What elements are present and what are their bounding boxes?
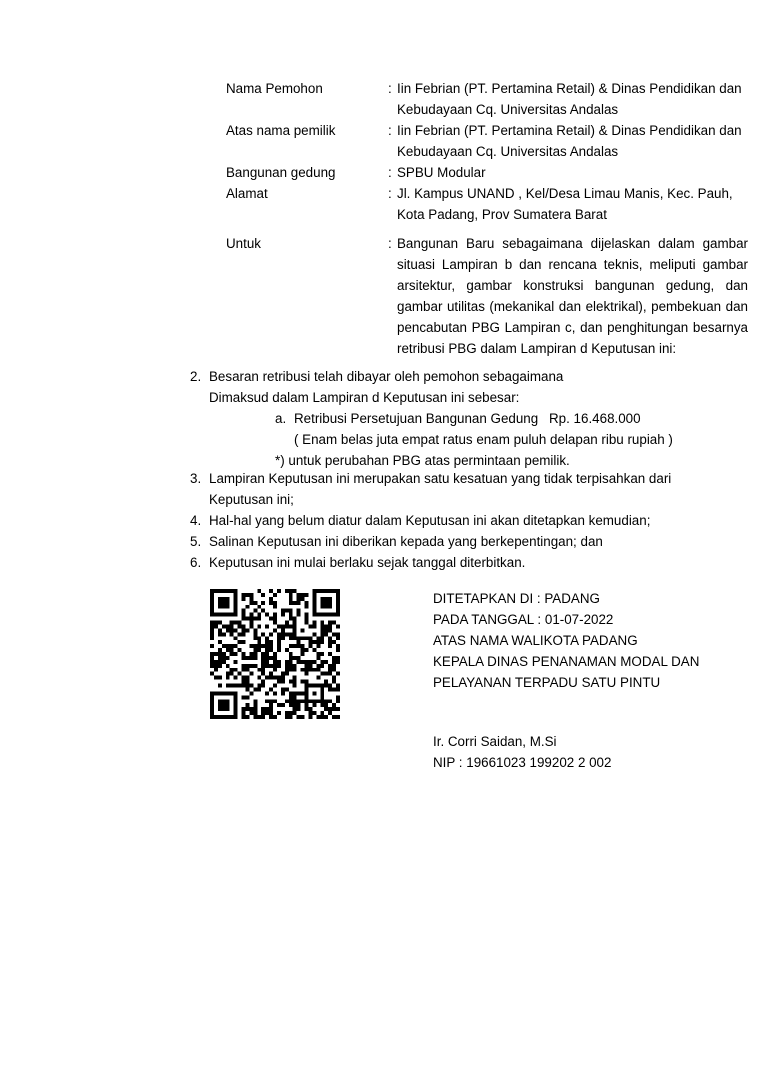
clause-4-line-1: Hal-hal yang belum diatur dalam Keputusan ini akan ditetapkan kemudian; — [209, 513, 651, 528]
list-marker: 6. — [190, 555, 202, 570]
table-row — [226, 183, 748, 225]
list-marker: 2. — [190, 369, 202, 384]
spacer-cell — [388, 225, 397, 233]
clause-5 — [190, 531, 750, 552]
field-label-alamat: Alamat — [226, 186, 268, 201]
list-marker: 3. — [190, 471, 202, 486]
signatory-nip: NIP : 19661023 199202 2 002 — [433, 755, 612, 770]
list-item — [190, 552, 750, 573]
clause-6-line-1: Keputusan ini mulai berlaku sejak tanggal diterbitkan. — [209, 555, 526, 570]
field-label-atas-nama-pemilik: Atas nama pemilik — [226, 123, 336, 138]
clause-2-sublist — [209, 408, 750, 471]
field-label-untuk: Untuk — [226, 236, 261, 251]
signature-office-line-2: PELAYANAN TERPADU SATU PINTU — [433, 675, 661, 690]
field-value-atas-nama-pemilik: Iin Febrian (PT. Pertamina Retail) & Dinas Pendidikan dan Kebudayaan Cq. Universitas Andalas — [397, 123, 742, 159]
list-item — [190, 468, 750, 510]
field-value-bangunan-gedung: SPBU Modular — [397, 165, 486, 180]
table-row — [226, 233, 748, 359]
list-marker: 5. — [190, 534, 202, 549]
qr-code — [210, 589, 340, 719]
field-value-alamat: Jl. Kampus UNAND , Kel/Desa Limau Manis, Kec. Pauh, Kota Padang, Prov Sumatera Barat — [397, 186, 733, 222]
field-colon: : — [388, 123, 392, 138]
spacer-cell — [226, 225, 388, 233]
list-item — [190, 366, 750, 471]
retribution-label: Retribusi Persetujuan Bangunan Gedung — [294, 411, 539, 426]
field-value-nama-pemohon: Iin Febrian (PT. Pertamina Retail) & Dinas Pendidikan dan Kebudayaan Cq. Universitas Andalas — [397, 81, 742, 117]
retribution-terbilang: ( Enam belas juta empat ratus enam puluh delapan ribu rupiah ) — [294, 432, 673, 447]
clause-3 — [190, 468, 750, 510]
signatory-block — [433, 731, 611, 773]
field-colon: : — [388, 81, 392, 96]
qr-code-canvas — [210, 589, 340, 719]
list-item — [190, 510, 750, 531]
signature-office-line-1: KEPALA DINAS PENANAMAN MODAL DAN — [433, 654, 700, 669]
clause-2-line-2: Dimaksud dalam Lampiran d Keputusan ini sebesar: — [209, 390, 520, 405]
list-item — [190, 531, 750, 552]
field-colon: : — [388, 165, 392, 180]
field-colon: : — [388, 236, 392, 251]
clause-3-line-1: Lampiran Keputusan ini merupakan satu kesatuan yang tidak terpisahkan dari — [209, 471, 672, 486]
clause-2-footnote: *) untuk perubahan PBG atas permintaan pemilik. — [275, 453, 570, 468]
field-label-nama-pemohon: Nama Pemohon — [226, 81, 323, 96]
retribution-amount: Rp. 16.468.000 — [549, 411, 641, 426]
clause-2-line-1: Besaran retribusi telah dibayar oleh pemohon sebagaimana — [209, 369, 564, 384]
table-row — [226, 78, 748, 120]
clause-6 — [190, 552, 750, 573]
field-value-untuk: Bangunan Baru sebagaimana dijelaskan dalam gambar situasi Lampiran b dan rencana teknis, meliputi gambar arsitektur, gambar konstruksi bangunan gedung, dan gambar utilitas (mekanikal dan elektrikal), pembekuan dan pencabutan PBG Lampiran c, dan penghitungan besarnya retribusi PBG dalam Lampiran d Keputusan ini: — [397, 236, 748, 356]
list-item — [209, 408, 750, 429]
clause-3-line-2: Keputusan ini; — [209, 492, 294, 507]
spacer-row — [226, 225, 748, 233]
list-marker: 4. — [190, 513, 202, 528]
applicant-details-table — [226, 78, 748, 359]
table-row — [226, 162, 748, 183]
signature-place: DITETAPKAN DI : PADANG — [433, 591, 600, 606]
table-row — [226, 120, 748, 162]
signature-date: PADA TANGGAL : 01-07-2022 — [433, 612, 614, 627]
sublist-marker: a. — [275, 411, 287, 426]
clause-5-line-1: Salinan Keputusan ini diberikan kepada yang berkepentingan; dan — [209, 534, 603, 549]
field-colon: : — [388, 186, 392, 201]
signatory-name: Ir. Corri Saidan, M.Si — [433, 734, 557, 749]
clause-4 — [190, 510, 750, 531]
signature-authority: ATAS NAMA WALIKOTA PADANG — [433, 633, 638, 648]
signature-block — [433, 588, 699, 693]
clause-2 — [190, 366, 750, 471]
spacer-cell — [397, 225, 748, 233]
field-label-bangunan-gedung: Bangunan gedung — [226, 165, 336, 180]
